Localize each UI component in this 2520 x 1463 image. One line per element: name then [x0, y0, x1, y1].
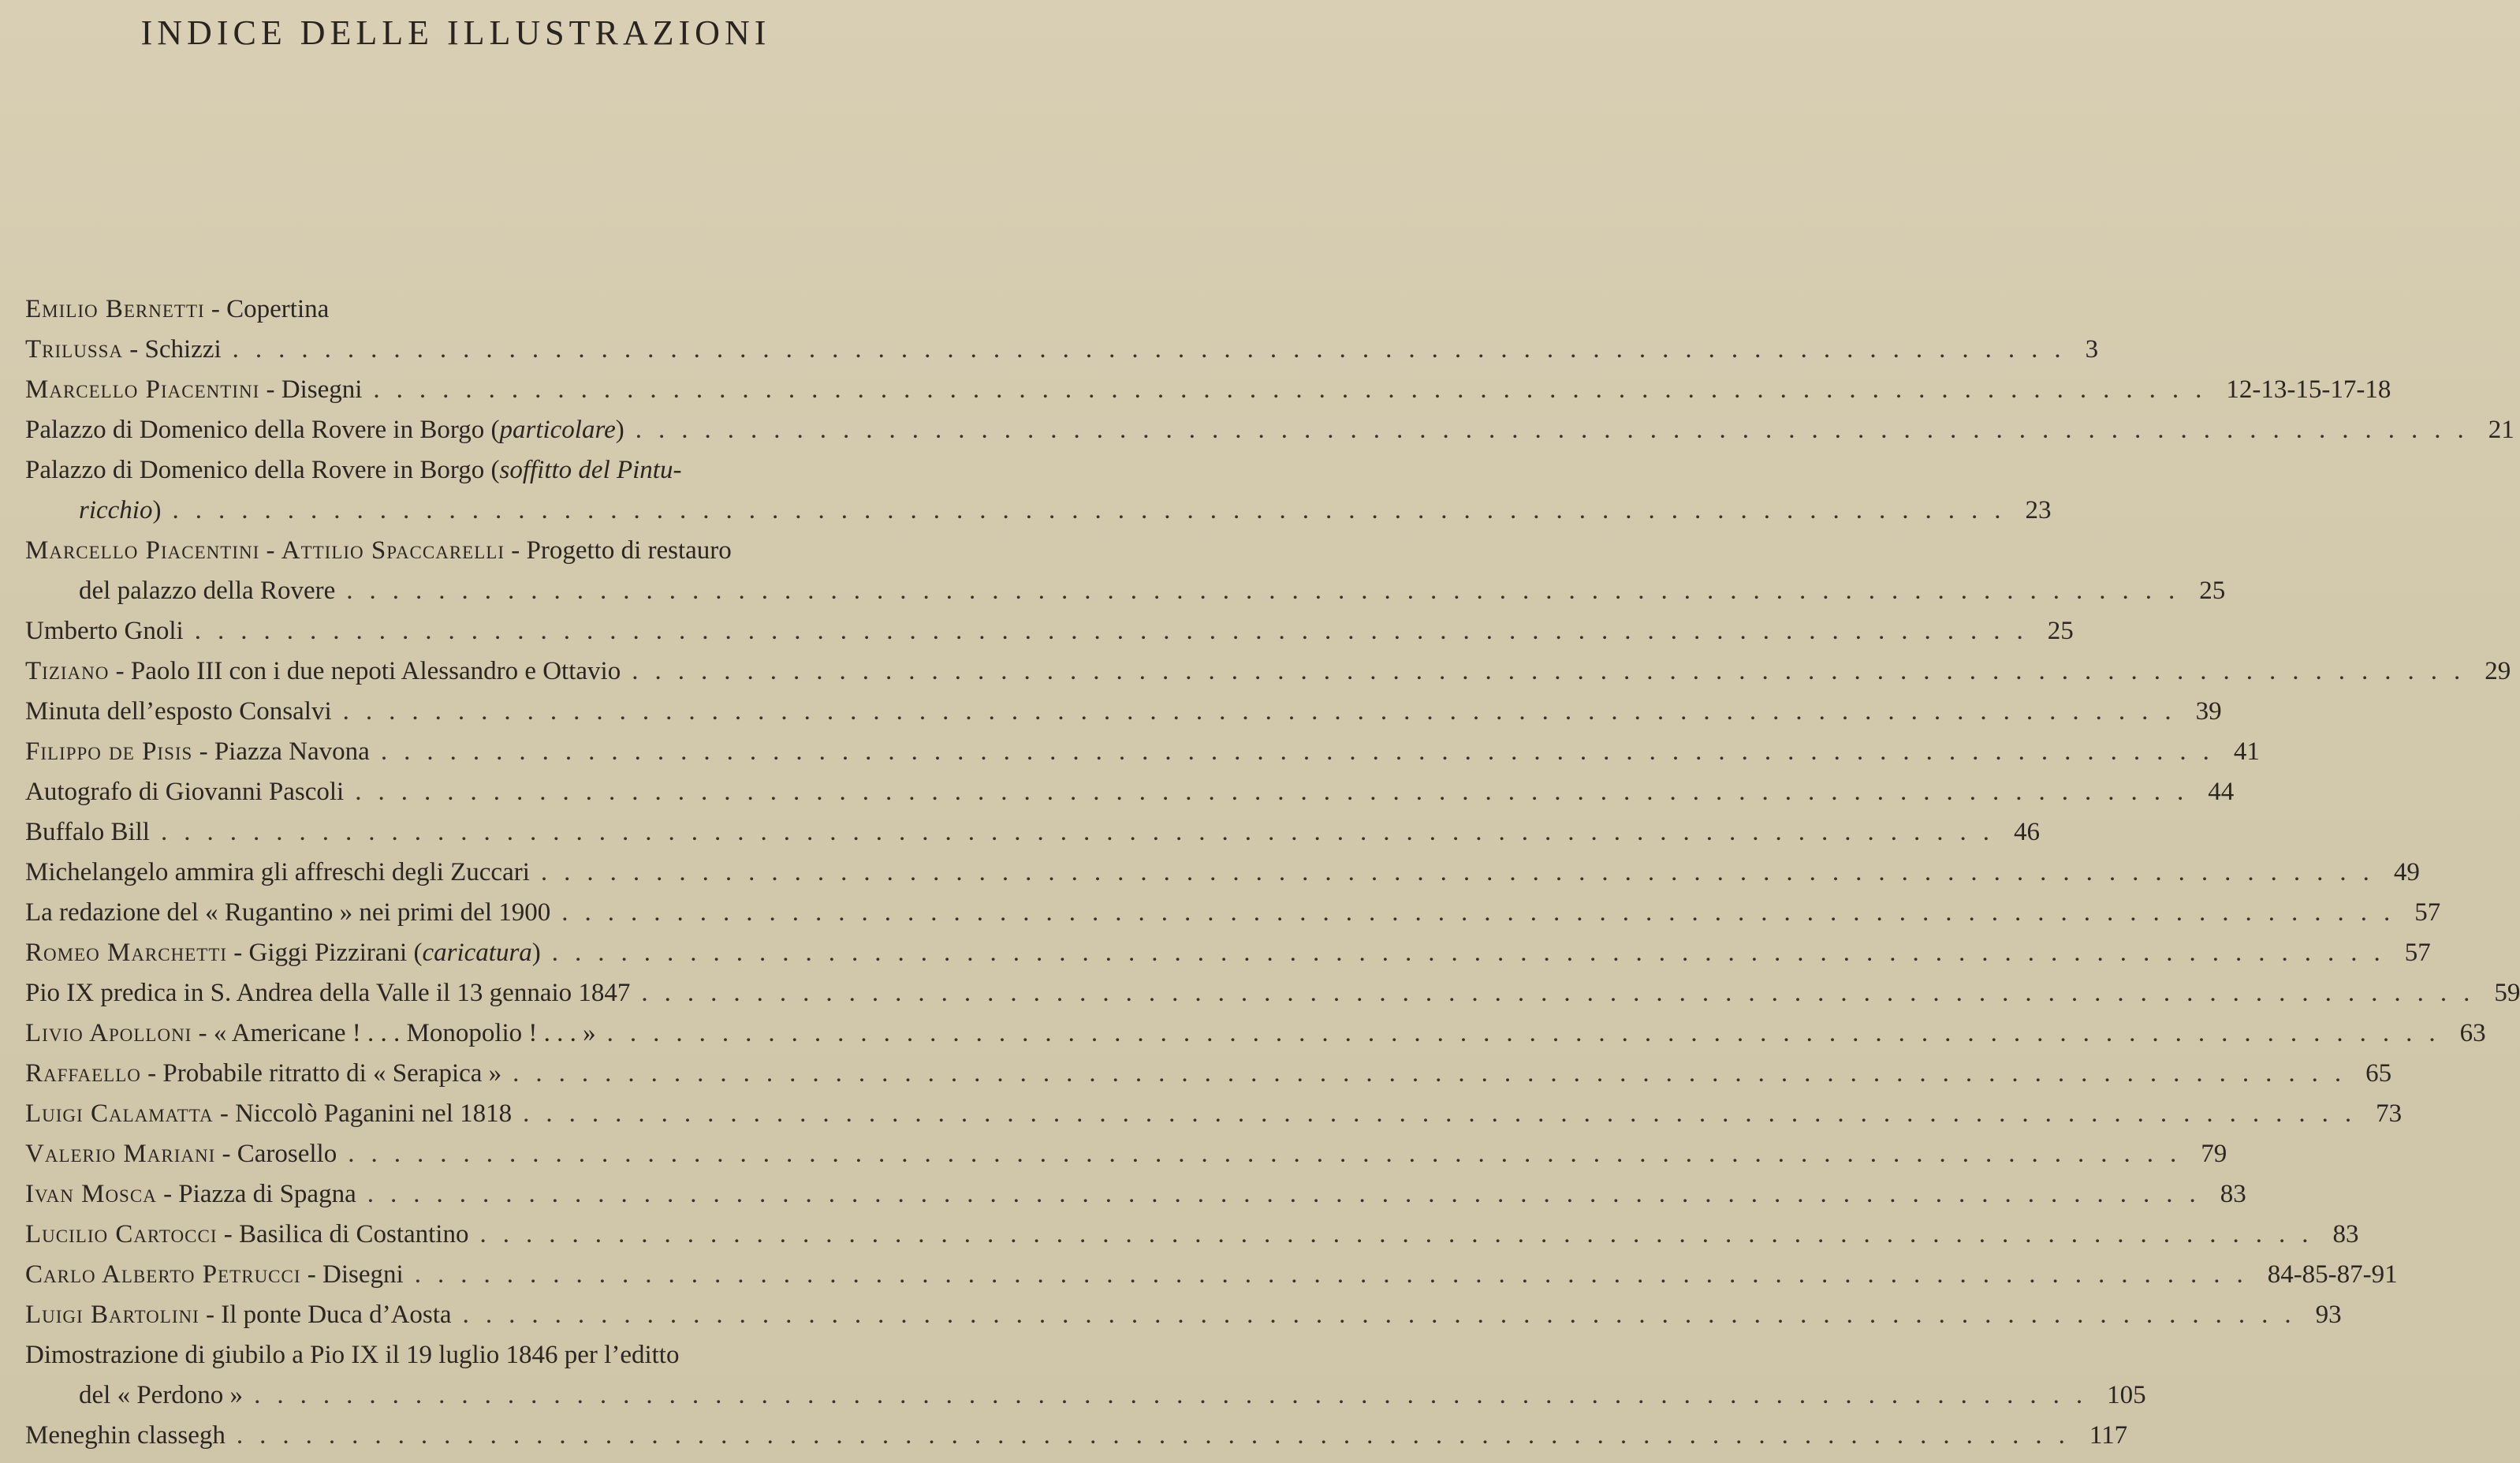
artist-name: Filippo de Pisis — [25, 737, 193, 766]
dot-leader: ................................................................................ — [367, 1180, 2212, 1208]
page-number: 93 — [2315, 1301, 2342, 1329]
page-number: 73 — [2376, 1099, 2403, 1128]
artist-name: Raffaello — [25, 1059, 141, 1088]
dot-leader: ................................................................................ — [606, 1019, 2452, 1047]
index-entry-line — [25, 1255, 2398, 1295]
page-number: 65 — [2365, 1059, 2392, 1088]
index-entry-line — [25, 1094, 2403, 1134]
index-entry-line — [25, 772, 2235, 812]
index-entry — [25, 450, 2052, 531]
index-entry-line — [25, 812, 2040, 853]
index-entry — [25, 1094, 2403, 1134]
index-entry — [25, 772, 2235, 812]
index-entry-line — [25, 1013, 2486, 1054]
page-number: 29 — [2485, 657, 2511, 685]
dot-leader: ................................................................................ — [635, 416, 2481, 444]
artist-name: Lucilio Cartocci — [25, 1220, 218, 1248]
entry-title — [25, 732, 370, 772]
page-number: 25 — [2199, 577, 2226, 605]
artist-name: Marcello Piacentini — [25, 536, 260, 565]
dot-leader: ................................................................................ — [513, 1059, 2358, 1088]
index-entry-line — [25, 1054, 2392, 1094]
index-entry-line — [25, 651, 2511, 692]
italic-note: soffitto del Pintu- — [499, 456, 682, 484]
index-entry-line — [25, 531, 889, 571]
entry-text-part: Dimostrazione di giubilo a Pio IX il 19 luglio 1846 per l’editto — [25, 1341, 680, 1369]
artist-name: Luigi Calamatta — [25, 1099, 214, 1128]
entry-title — [25, 1174, 356, 1215]
index-entry-line — [25, 853, 2420, 893]
dot-leader: ................................................................................ — [232, 335, 2078, 364]
entry-text-part: Pio IX predica in S. Andrea della Valle il 13 gennaio 1847 — [25, 979, 631, 1007]
page-number: 39 — [2195, 697, 2222, 726]
entry-title — [25, 330, 222, 370]
entry-text-part: - Paolo III con i due nepoti Alessandro e Ottavio — [109, 657, 621, 685]
index-entry-continuation-line — [25, 491, 2052, 531]
entry-text-part: Umberto Gnoli — [25, 617, 184, 645]
index-entry — [25, 1013, 2486, 1054]
artist-name: Carlo Alberto Petrucci — [25, 1260, 301, 1289]
entry-text-part: - — [259, 536, 281, 565]
artist-name: Tiziano — [25, 657, 110, 685]
index-entry-line — [25, 973, 2520, 1013]
dot-leader: ................................................................................ — [414, 1260, 2260, 1289]
index-entry — [25, 732, 2260, 772]
artist-name: Attilio Spaccarelli — [281, 536, 505, 565]
page-number: 3 — [2085, 335, 2099, 364]
entry-title — [25, 772, 344, 812]
entry-text-part: - Probabile ritratto di « Serapica » — [140, 1059, 502, 1088]
index-entry — [25, 410, 2514, 450]
page-number: 105 — [2107, 1381, 2146, 1409]
entry-title — [25, 1255, 404, 1295]
artist-name: Marcello Piacentini — [25, 375, 260, 404]
entry-text-part: Palazzo di Domenico della Rovere in Borgo ( — [25, 456, 500, 484]
index-entry-line — [25, 370, 2391, 410]
artist-name: Livio Apolloni — [25, 1019, 192, 1047]
entry-text-part: - Schizzi — [123, 335, 222, 364]
entry-title — [25, 1013, 596, 1054]
index-entry-line — [25, 732, 2260, 772]
entry-title — [25, 893, 550, 933]
entry-title — [25, 1094, 512, 1134]
artist-name: Valerio Mariani — [25, 1140, 216, 1168]
entry-title — [25, 1295, 452, 1335]
entry-text-part: - Disegni — [300, 1260, 404, 1289]
entry-title — [25, 933, 541, 973]
index-entry — [25, 1255, 2398, 1295]
index-entry-continuation-line — [25, 1375, 2146, 1416]
page-number: 12-13-15-17-18 — [2226, 375, 2391, 404]
entry-title — [25, 1134, 337, 1174]
dot-leader: ................................................................................ — [342, 697, 2188, 726]
dot-leader: ................................................................................ — [523, 1099, 2369, 1128]
index-entry — [25, 973, 2520, 1013]
dot-leader: ................................................................................ — [346, 577, 2192, 605]
index-entry-line — [25, 1416, 2128, 1456]
index-entry-line — [25, 893, 2441, 933]
entry-title — [25, 1416, 226, 1456]
index-entry — [25, 1174, 2246, 1215]
dot-leader: ................................................................................ — [380, 737, 2226, 766]
index-entry-line — [25, 1134, 2227, 1174]
index-entry-continuation-line — [25, 571, 2226, 611]
artist-name: Ivan Mosca — [25, 1180, 157, 1208]
index-entry — [25, 1335, 2146, 1416]
entry-title — [25, 289, 329, 330]
index-entry — [25, 853, 2420, 893]
dot-leader: ................................................................................ — [540, 858, 2386, 886]
entry-text-part: Minuta dell’esposto Consalvi — [25, 697, 332, 726]
entry-text-part: - Disegni — [259, 375, 363, 404]
artist-name: Trilussa — [25, 335, 124, 364]
entry-title — [25, 611, 184, 651]
dot-leader: ................................................................................ — [254, 1381, 2100, 1409]
artist-name: Emilio Bernetti — [25, 295, 205, 323]
entry-text-part: - Copertina — [204, 295, 330, 323]
page-number: 23 — [2025, 496, 2052, 524]
index-entry — [25, 1134, 2227, 1174]
page-title: INDICE DELLE ILLUSTRAZIONI — [140, 13, 771, 52]
index-entry-line — [25, 450, 889, 491]
index-entry — [25, 812, 2040, 853]
dot-leader: ................................................................................ — [462, 1301, 2308, 1329]
index-entry — [25, 1054, 2392, 1094]
italic-note: ricchio — [79, 496, 153, 524]
page-number: 49 — [2393, 858, 2420, 886]
entry-text-part: - Basilica di Costantino — [217, 1220, 469, 1248]
page-number: 57 — [2404, 939, 2431, 967]
page-number: 79 — [2201, 1140, 2227, 1168]
entry-text-part: - Piazza Navona — [192, 737, 370, 766]
index-entry — [25, 1215, 2359, 1255]
entry-title — [25, 1215, 468, 1255]
entry-title — [25, 450, 681, 491]
dot-leader: ................................................................................ — [373, 375, 2219, 404]
entry-text-part: Buffalo Bill — [25, 818, 150, 846]
index-entry-line — [25, 692, 2222, 732]
index-entry — [25, 330, 2099, 370]
page-number: 83 — [2332, 1220, 2359, 1248]
entry-text-part: Autografo di Giovanni Pascoli — [25, 778, 345, 806]
index-entry-line — [25, 410, 2514, 450]
entry-title — [25, 973, 630, 1013]
dot-leader: ................................................................................ — [632, 657, 2477, 685]
entry-text-part: del « Perdono » — [79, 1381, 244, 1409]
page-number: 83 — [2220, 1180, 2246, 1208]
index-entry-line — [25, 933, 2431, 973]
page-number: 44 — [2208, 778, 2235, 806]
index-entry-line — [25, 1174, 2246, 1215]
entry-text-part: del palazzo della Rovere — [79, 577, 336, 605]
dot-leader: ................................................................................ — [551, 939, 2397, 967]
dot-leader: ................................................................................ — [641, 979, 2487, 1007]
entry-text-part: ) — [152, 496, 162, 524]
page-number: 41 — [2233, 737, 2260, 766]
dot-leader: ................................................................................ — [160, 818, 2006, 846]
dot-leader: ................................................................................ — [194, 617, 2040, 645]
dot-leader: ................................................................................ — [561, 898, 2407, 927]
entry-text-part: ) — [531, 939, 541, 967]
index-entry-line — [25, 330, 2099, 370]
entry-title — [25, 1054, 501, 1094]
index-entry — [25, 611, 2074, 651]
page-number: 84-85-87-91 — [2267, 1260, 2398, 1289]
artist-name: Luigi Bartolini — [25, 1301, 199, 1329]
index-entry — [25, 289, 889, 330]
entry-text-part: - Progetto di restauro — [505, 536, 732, 565]
artist-name: Romeo Marchetti — [25, 939, 228, 967]
entry-title — [25, 1335, 679, 1375]
entry-title — [25, 812, 150, 853]
entry-title — [25, 370, 362, 410]
entry-title — [25, 853, 530, 893]
page-number: 63 — [2459, 1019, 2486, 1047]
index-entry — [25, 893, 2441, 933]
index-entry-line — [25, 289, 889, 330]
entry-title — [25, 651, 621, 692]
page-number: 46 — [2013, 818, 2040, 846]
dot-leader: ................................................................................ — [355, 778, 2201, 806]
index-entry-line — [25, 611, 2074, 651]
index-entry-line — [25, 1295, 2342, 1335]
entry-text-part: - Niccolò Paganini nel 1818 — [213, 1099, 513, 1128]
page-number: 117 — [2089, 1421, 2128, 1450]
entry-text-part: - « Americane ! . . . Monopolio ! . . . » — [192, 1019, 596, 1047]
index-entry-line — [25, 1215, 2359, 1255]
entry-text-part: - Giggi Pizzirani ( — [227, 939, 423, 967]
index-entry — [25, 531, 2226, 611]
page-number: 25 — [2047, 617, 2074, 645]
dot-leader: ................................................................................ — [172, 496, 2018, 524]
entry-text-part: Palazzo di Domenico della Rovere in Borgo ( — [25, 416, 500, 444]
page-number: 21 — [2488, 416, 2514, 444]
index-entry — [25, 1295, 2342, 1335]
index-entry — [25, 1416, 2128, 1456]
page-number: 59 — [2494, 979, 2520, 1007]
entry-text-part: La redazione del « Rugantino » nei primi del 1900 — [25, 898, 551, 927]
entry-text-part: - Carosello — [215, 1140, 337, 1168]
index-entry — [25, 692, 2222, 732]
index-entry — [25, 370, 2391, 410]
dot-leader: ................................................................................ — [236, 1421, 2082, 1450]
italic-note: particolare — [499, 416, 616, 444]
entry-text-part: - Il ponte Duca d’Aosta — [199, 1301, 452, 1329]
italic-note: caricatura — [422, 939, 532, 967]
entry-title — [79, 1375, 243, 1416]
index-entry — [25, 651, 2511, 692]
entry-text-part: Michelangelo ammira gli affreschi degli Zuccari — [25, 858, 530, 886]
entry-title — [25, 410, 624, 450]
index-entry — [25, 933, 2431, 973]
entry-title — [79, 571, 335, 611]
dot-leader: ................................................................................ — [479, 1220, 2325, 1248]
entry-text-part: Meneghin classegh — [25, 1421, 226, 1450]
entry-title — [25, 692, 332, 732]
entry-text-part: ) — [615, 416, 624, 444]
illustration-index-list — [25, 289, 2520, 1456]
index-entry-line — [25, 1335, 889, 1375]
page-number: 57 — [2414, 898, 2441, 927]
entry-title — [25, 531, 732, 571]
entry-title — [79, 491, 161, 531]
entry-text-part: - Piazza di Spagna — [156, 1180, 356, 1208]
dot-leader: ................................................................................ — [348, 1140, 2194, 1168]
